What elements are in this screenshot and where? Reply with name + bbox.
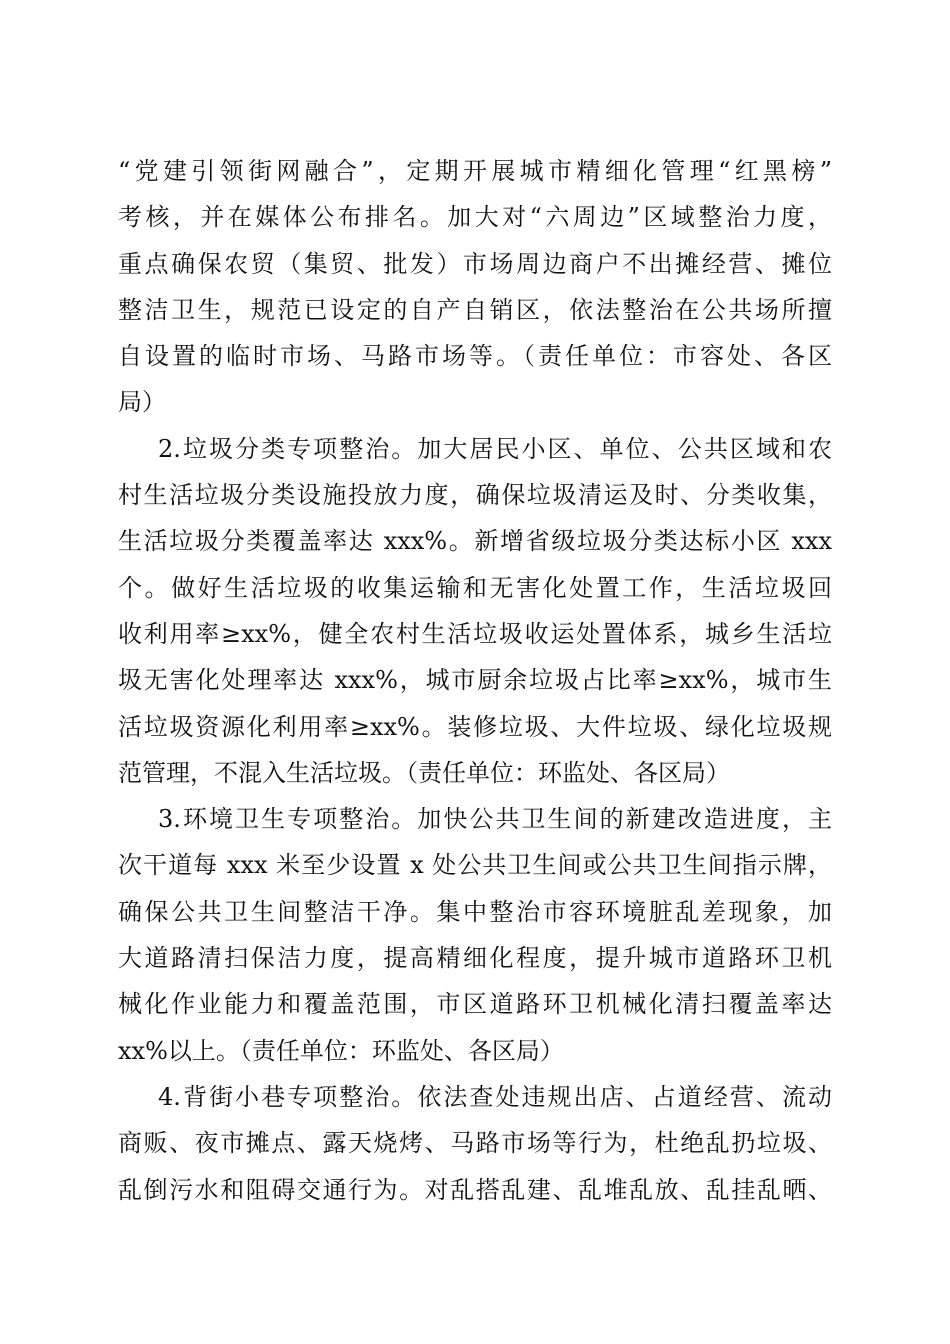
- document-line: 2.垃圾分类专项整治。加大居民小区、单位、公共区域和农: [158, 434, 832, 463]
- document-line: 整洁卫生，规范已设定的自产自销区，依法整治在公共场所擅: [118, 295, 832, 324]
- document-line: 考核，并在媒体公布排名。加大对“六周边”区域整治力度，: [118, 203, 832, 232]
- document-line: 范管理，不混入生活垃圾。（责任单位：环监处、各区局）: [118, 758, 730, 787]
- document-line: 次干道每 xxx 米至少设置 x 处公共卫生间或公共卫生间指示牌，: [118, 851, 832, 880]
- document-line: 乱倒污水和阻碍交通行为。对乱搭乱建、乱堆乱放、乱挂乱晒、: [118, 1175, 832, 1204]
- document-line: 圾无害化处理率达 xxx%，城市厨余垃圾占比率≥xx%，城市生: [118, 666, 832, 695]
- document-line: 局）: [118, 388, 166, 417]
- document-line: 生活垃圾分类覆盖率达 xxx%。新增省级垃圾分类达标小区 xxx: [118, 527, 832, 556]
- document-line: 村生活垃圾分类设施投放力度，确保垃圾清运及时、分类收集，: [118, 481, 832, 510]
- document-line: xx%以上。（责任单位：环监处、各区局）: [118, 1036, 564, 1065]
- document-line: 活垃圾资源化利用率≥xx%。装修垃圾、大件垃圾、绿化垃圾规: [118, 712, 832, 741]
- document-line: 重点确保农贸（集贸、批发）市场周边商户不出摊经营、摊位: [118, 249, 832, 278]
- document-line: 4.背街小巷专项整治。依法查处违规出店、占道经营、流动: [158, 1082, 832, 1111]
- document-line: 械化作业能力和覆盖范围，市区道路环卫机械化清扫覆盖率达: [118, 990, 832, 1019]
- document-line: 自设置的临时市场、马路市场等。（责任单位：市容处、各区: [118, 342, 832, 371]
- document-line: 收利用率≥xx%，健全农村生活垃圾收运处置体系，城乡生活垃: [118, 619, 832, 648]
- document-line: 3.环境卫生专项整治。加快公共卫生间的新建改造进度，主: [158, 805, 832, 834]
- document-line: 个。做好生活垃圾的收集运输和无害化处置工作，生活垃圾回: [118, 573, 832, 602]
- document-line: 大道路清扫保洁力度，提高精细化程度，提升城市道路环卫机: [118, 944, 832, 973]
- document-line: 确保公共卫生间整洁干净。集中整治市容环境脏乱差现象，加: [118, 897, 832, 926]
- document-line: “党建引领街网融合”，定期开展城市精细化管理“红黑榜”: [118, 157, 832, 185]
- document-line: 商贩、夜市摊点、露天烧烤、马路市场等行为，杜绝乱扔垃圾、: [118, 1129, 832, 1158]
- document-body: [118, 148, 832, 1213]
